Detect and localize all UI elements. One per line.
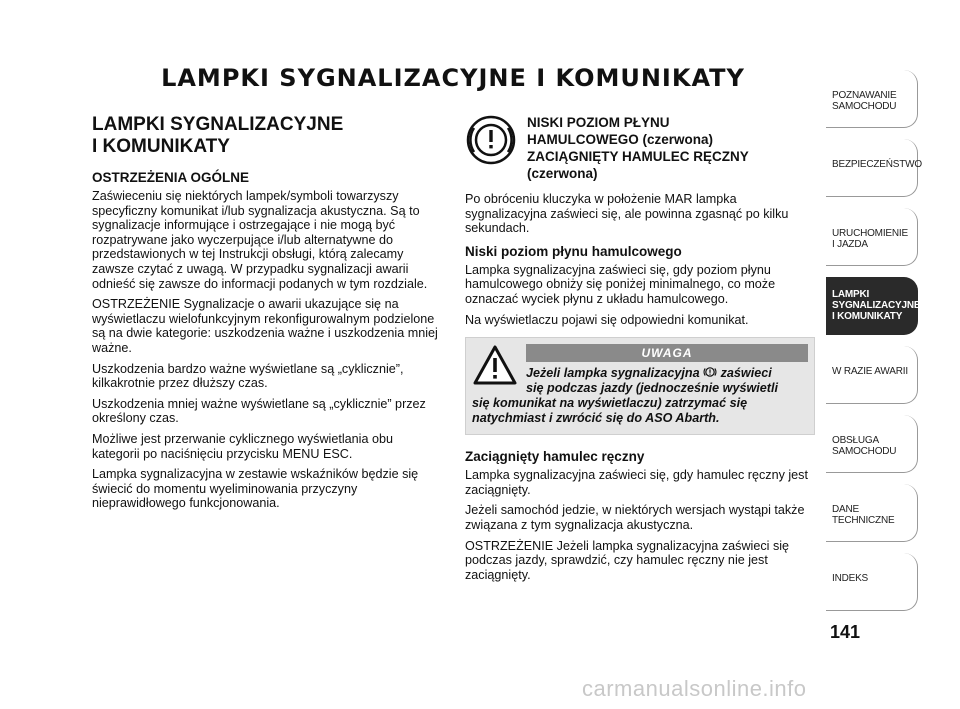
paragraph: Na wyświetlaczu pojawi się odpowiedni komunikat. xyxy=(465,312,749,327)
tab-dane-techniczne[interactable]: DANE TECHNICZNE xyxy=(826,484,918,542)
brake-warning-icon xyxy=(465,114,517,166)
section-title: LAMPKI SYGNALIZACYJNE I KOMUNIKATY xyxy=(92,114,344,157)
page-title: LAMPKI SYGNALIZACYJNE I KOMUNIKATY xyxy=(161,64,745,92)
tab-lampki-sygnalizacyjne[interactable]: LAMPKI SYGNALIZACYJNE I KOMUNIKATY xyxy=(826,277,918,335)
paragraph: Jeżeli samochód jedzie, w niektórych wersjach wystąpi także związana z tym sygnalizacja akustyczna. xyxy=(465,503,805,532)
tab-bezpieczenstwo[interactable]: BEZPIECZEŃSTWO xyxy=(826,139,918,197)
tab-uruchomienie-i-jazda[interactable]: URUCHOMIENIE I JAZDA xyxy=(826,208,918,266)
paragraph: Lampka sygnalizacyjna w zestawie wskaźników będzie się świecić do momentu wyeliminowania przyczyny nieprawidłowego funkcjonowania. xyxy=(92,467,419,511)
right-column xyxy=(465,114,815,588)
warning-triangle-icon xyxy=(472,344,518,386)
paragraph: Uszkodzenia mniej ważne wyświetlane są „cyklicznie” przez określony czas. xyxy=(92,396,426,426)
paragraph: Uszkodzenia bardzo ważne wyświetlane są „cyklicznie”, kilkakrotnie przez dłuższy czas. xyxy=(92,361,404,391)
paragraph: Lampka sygnalizacyjna zaświeci się, gdy hamulec ręczny jest zaciągnięty. xyxy=(465,468,808,497)
chapter-tabs xyxy=(826,70,922,622)
left-column xyxy=(92,114,442,517)
tab-poznawanie-samochodu[interactable]: POZNAWANIE SAMOCHODU xyxy=(826,70,918,128)
paragraph: Lampka sygnalizacyjna zaświeci się, gdy poziom płynu hamulcowego obniży się poniżej minimalnego, co może oznaczać wyciek płynu z układu hamulcowego. xyxy=(465,262,776,306)
paragraph: OSTRZEŻENIE Sygnalizacje o awarii ukazujące się na wyświetlaczu wielofunkcyjnym rekonfigurowalnym podzielone są na dwie kategorie: uszkodzenia ważne i uszkodzenia mniej ważne. xyxy=(92,297,438,355)
page-number: 141 xyxy=(830,622,861,642)
paragraph: OSTRZEŻENIE Jeżeli lampka sygnalizacyjna zaświeci się podczas jazdy, sprawdzić, czy hamulec ręczny nie jest zaciągnięty. xyxy=(465,538,790,582)
tab-indeks[interactable]: INDEKS xyxy=(826,553,918,611)
brake-warning-title: NISKI POZIOM PŁYNU HAMULCOWEGO (czerwona) ZACIĄGNIĘTY HAMULEC RĘCZNY (czerwona) xyxy=(527,115,749,181)
handbrake-heading: Zaciągnięty hamulec ręczny xyxy=(465,449,645,465)
watermark: carmanualsonline.info xyxy=(582,676,807,701)
intro-paragraph: Po obróceniu kluczyka w położenie MAR lampka sygnalizacyjna zaświeci się, ale powinna zgasnąć po kilku sekundach. xyxy=(465,192,789,236)
warning-badge: UWAGA xyxy=(526,344,808,362)
tab-obsluga-samochodu[interactable]: OBSŁUGA SAMOCHODU xyxy=(826,415,918,473)
brake-fluid-heading: Niski poziom płynu hamulcowego xyxy=(465,243,682,259)
brake-warning-inline-icon xyxy=(703,365,717,379)
tab-w-razie-awarii[interactable]: W RAZIE AWARII xyxy=(826,346,918,404)
general-warnings-heading: OSTRZEŻENIA OGÓLNE xyxy=(92,170,250,185)
warning-callout xyxy=(465,337,815,435)
brake-warning-header xyxy=(465,114,815,182)
paragraph: Możliwe jest przerwanie cyklicznego wyświetlania obu kategorii po naciśnięciu przycisku MENU ESC. xyxy=(92,431,393,461)
paragraph: Zaświeceniu się niektórych lampek/symboli towarzyszy specyficzny komunikat i/lub sygnalizacja akustyczna. Są to sygnalizacje informujące i ostrzegające i nie mogą być rozpatrywane jako wyczerpujące i/lub alternatywne do przedstawionych w tej Instrukcji obsługi, którą zalecamy zawsze czytać z uwagą. W przypadku sygnalizacji awarii odnieść się zawsze do informacji podanych w tym rozdziale. xyxy=(92,189,428,291)
warning-callout-text: Jeżeli lampka sygnalizacyjna zaświeci się podczas jazdy (jednocześnie wyświetli się komunikat na wyświetlaczu) zatrzymać się natychmiast i zwrócić się do ASO Abarth. xyxy=(472,366,778,426)
